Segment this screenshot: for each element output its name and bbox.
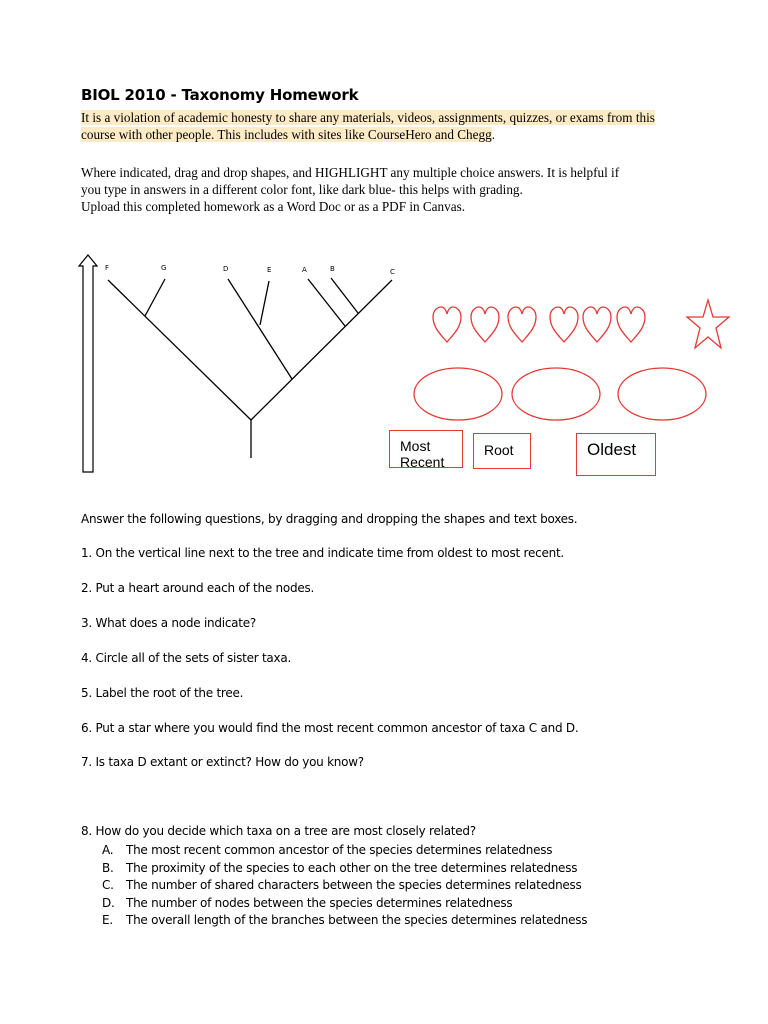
question-4: 4. Circle all of the sets of sister taxa. [81, 651, 292, 665]
choice-text: The number of shared characters between the species determines relatedness [126, 878, 582, 892]
questions-intro: Answer the following questions, by dragging and dropping the shapes and text boxes. [81, 512, 578, 526]
oval-shape[interactable] [510, 366, 602, 422]
question-2: 2. Put a heart around each of the nodes. [81, 581, 315, 595]
choice-letter: B. [102, 860, 114, 875]
heart-shape[interactable] [615, 305, 647, 345]
question-3: 3. What does a node indicate? [81, 616, 256, 630]
oval-shape[interactable] [412, 366, 504, 422]
choice-a[interactable] [102, 842, 587, 860]
warning-period: . [491, 127, 495, 142]
heart-shape[interactable] [548, 305, 580, 345]
multiple-choice-list [102, 842, 587, 930]
taxon-label-c: C [390, 268, 395, 276]
instructions [81, 164, 691, 215]
question-5: 5. Label the root of the tree. [81, 686, 244, 700]
choice-letter: C. [102, 878, 114, 892]
question-1: 1. On the vertical line next to the tree and indicate time from oldest to most recent. [81, 546, 564, 560]
choice-text: The overall length of the branches between the species determines relatedness [126, 913, 588, 927]
heart-shape[interactable] [431, 305, 463, 345]
oldest-textbox[interactable]: Oldest [576, 433, 656, 476]
root-textbox[interactable]: Root [473, 433, 531, 469]
instruction-line-1: Where indicated, drag and drop shapes, and HIGHLIGHT any multiple choice answers. It is helpful if [81, 165, 620, 180]
choice-letter: A. [102, 843, 114, 857]
most-recent-textbox[interactable]: Most Recent [389, 430, 463, 468]
choice-text: The most recent common ancestor of the species determines relatedness [126, 843, 553, 857]
time-arrow [76, 253, 98, 475]
choice-text: The number of nodes between the species determines relatedness [126, 895, 513, 910]
taxon-label-b: B [330, 265, 335, 273]
choice-letter: D. [102, 895, 115, 910]
heart-shape[interactable] [469, 305, 501, 345]
page-title: BIOL 2010 - Taxonomy Homework [81, 86, 359, 104]
choice-d[interactable] [102, 895, 587, 913]
taxon-label-d: D [223, 265, 229, 273]
choice-letter: E. [102, 913, 113, 927]
question-7: 7. Is taxa D extant or extinct? How do you know? [81, 755, 364, 769]
instruction-line-2: you type in answers in a different color font, like dark blue- this helps with grading. [81, 182, 523, 197]
choice-c[interactable] [102, 877, 587, 895]
heart-shape[interactable] [506, 305, 538, 345]
taxon-label-e: E [267, 266, 272, 274]
taxon-label-g: G [161, 264, 167, 272]
choice-text: The proximity of the species to each other on the tree determines relatedness [126, 860, 578, 875]
academic-honesty-notice [81, 109, 691, 143]
choice-e[interactable] [102, 912, 587, 930]
question-8: 8. How do you decide which taxa on a tree are most closely related? [81, 824, 476, 838]
taxon-label-a: A [302, 266, 307, 274]
phylogenetic-tree [100, 258, 410, 463]
highlighted-warning: It is a violation of academic honesty to share any materials, videos, assignments, quizzes, or exams from this course with other people. This includes with sites like CourseHero and Chegg [81, 110, 655, 142]
taxon-label-f: F [105, 264, 110, 272]
star-shape[interactable] [685, 297, 731, 353]
question-6: 6. Put a star where you would find the most recent common ancestor of taxa C and D. [81, 721, 579, 735]
oval-shape[interactable] [616, 366, 708, 422]
instruction-line-3: Upload this completed homework as a Word Doc or as a PDF in Canvas. [81, 199, 465, 214]
heart-shape[interactable] [581, 305, 613, 345]
choice-b[interactable] [102, 860, 587, 878]
